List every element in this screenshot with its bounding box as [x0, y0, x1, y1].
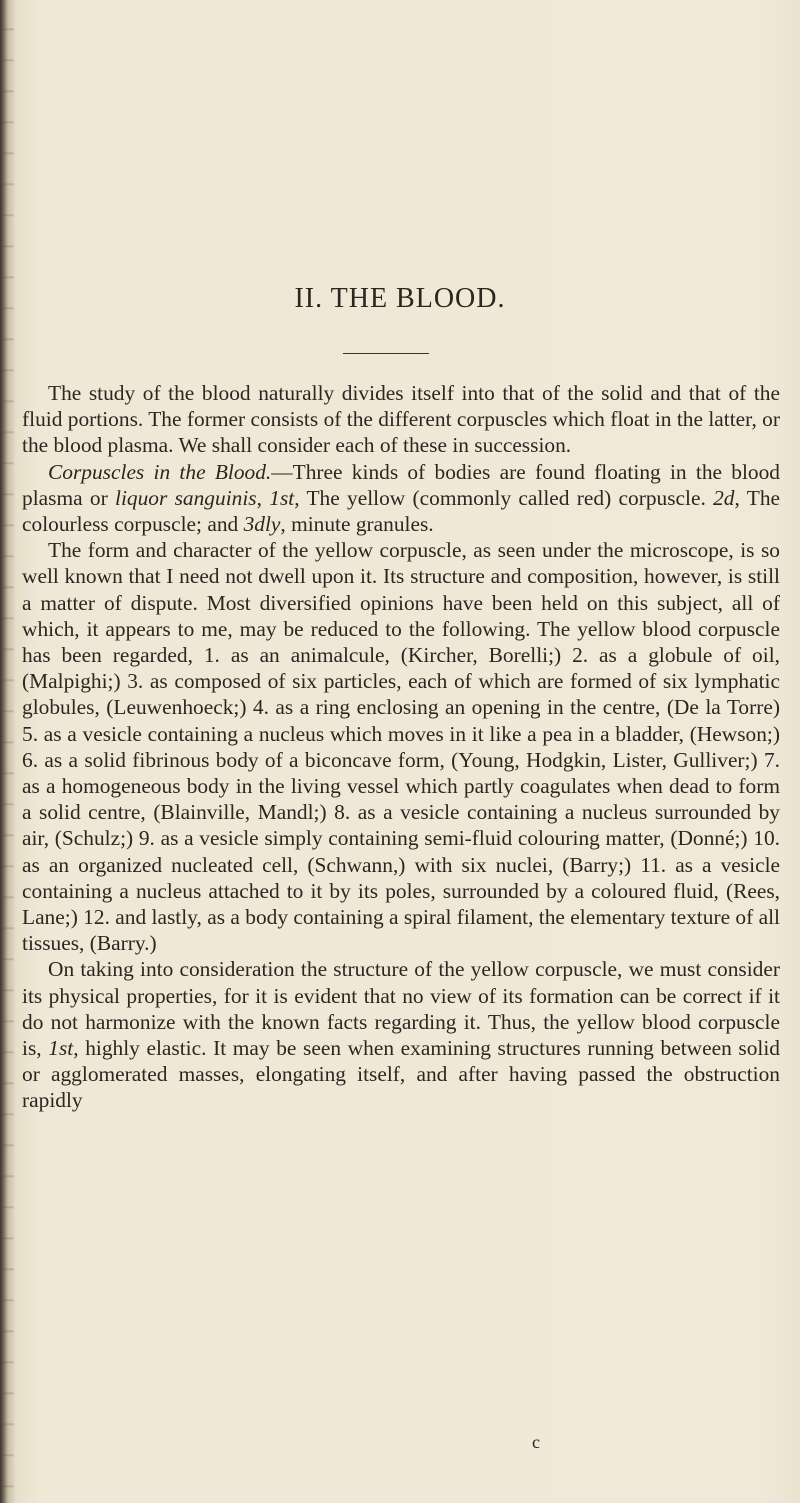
heading-rule [343, 353, 429, 354]
ordinal-2d: 2d [713, 485, 735, 510]
section-run-in-heading: Corpuscles in the Blood. [48, 459, 272, 484]
ordinal-1st-b: 1st [48, 1036, 74, 1061]
paragraph-2-text-b: , [256, 485, 270, 510]
paragraph-2-text-a: —Three kinds of bodies are found floating in the blood plasma or [22, 459, 780, 510]
paragraph-2 [22, 459, 780, 538]
chapter-heading: II. THE BLOOD. [294, 283, 506, 314]
paragraph-4 [22, 956, 780, 1113]
paragraph-3: The form and character of the yellow corpuscle, as seen under the microscope, is so well known that I need not dwell upon it. Its structure and composition, however, is still a matter of dispute. Most diversified opinions have been held on this subject, all of which, it appears to me, may be reduced to the following. The yellow blood corpuscle has been regarded, 1. as an animalcule, (Kircher, Borelli;) 2. as a globule of oil, (Malpighi;) 3. as composed of six particles, each of which are formed of six lymphatic globules, (Leuwenhoeck;) 4. as a ring enclosing an opening in the centre, (De la Torre) 5. as a vesicle containing a nucleus which moves in it like a pea in a bladder, (Hewson;) 6. as a solid fibrinous body of a biconcave form, (Young, Hodgkin, Lister, Gulliver;) 7. as a homogeneous body in the living vessel which partly coagulates when dead to form a solid centre, (Blainville, Mandl;) 8. as a vesicle containing a nucleus surrounded by air, (Schulz;) 9. as a vesicle simply containing semi-fluid colouring matter, (Donné;) 10. as an organized nucleated cell, (Schwann,) with six nuclei, (Barry;) 11. as a vesicle containing a nucleus attached to it by its poles, surrounded by a coloured fluid, (Rees, Lane;) 12. and lastly, as a body containing a spiral filament, the elementary texture of all tissues, (Barry.) [22, 538, 780, 956]
latin-term: liquor sanguinis [115, 485, 257, 510]
paragraph-2-text-c: , The yellow (commonly called red) corpuscle. [294, 485, 714, 510]
page-gutter [0, 0, 14, 1503]
ordinal-3dly: 3dly [243, 512, 281, 537]
paragraph-2-text-d: , The colourless corpuscle; and [22, 485, 781, 537]
paragraph-1: The study of the blood naturally divides itself into that of the solid and that of the fluid portions. The former consists of the different corpuscles which float in the latter, or the blood plasma. We shall consider each of these in succession. [22, 381, 780, 458]
paragraph-2-text-e: , minute granules. [280, 512, 434, 537]
ordinal-1st: 1st [269, 485, 295, 510]
body-text [22, 380, 780, 1114]
paragraph-4-text-b: , highly elastic. It may be seen when examining structures running between solid or agglomerated masses, elongating itself, and after having passed the obstruction rapidly [22, 1036, 780, 1113]
signature-mark: c [532, 1432, 540, 1452]
paragraph-4-text-a: On taking into consideration the structure of the yellow corpuscle, we must consider its physical properties, for it is evident that no view of its formation can be correct if it do not harmonize with the known facts regarding it. Thus, the yellow blood corpuscle is, [22, 957, 780, 1061]
